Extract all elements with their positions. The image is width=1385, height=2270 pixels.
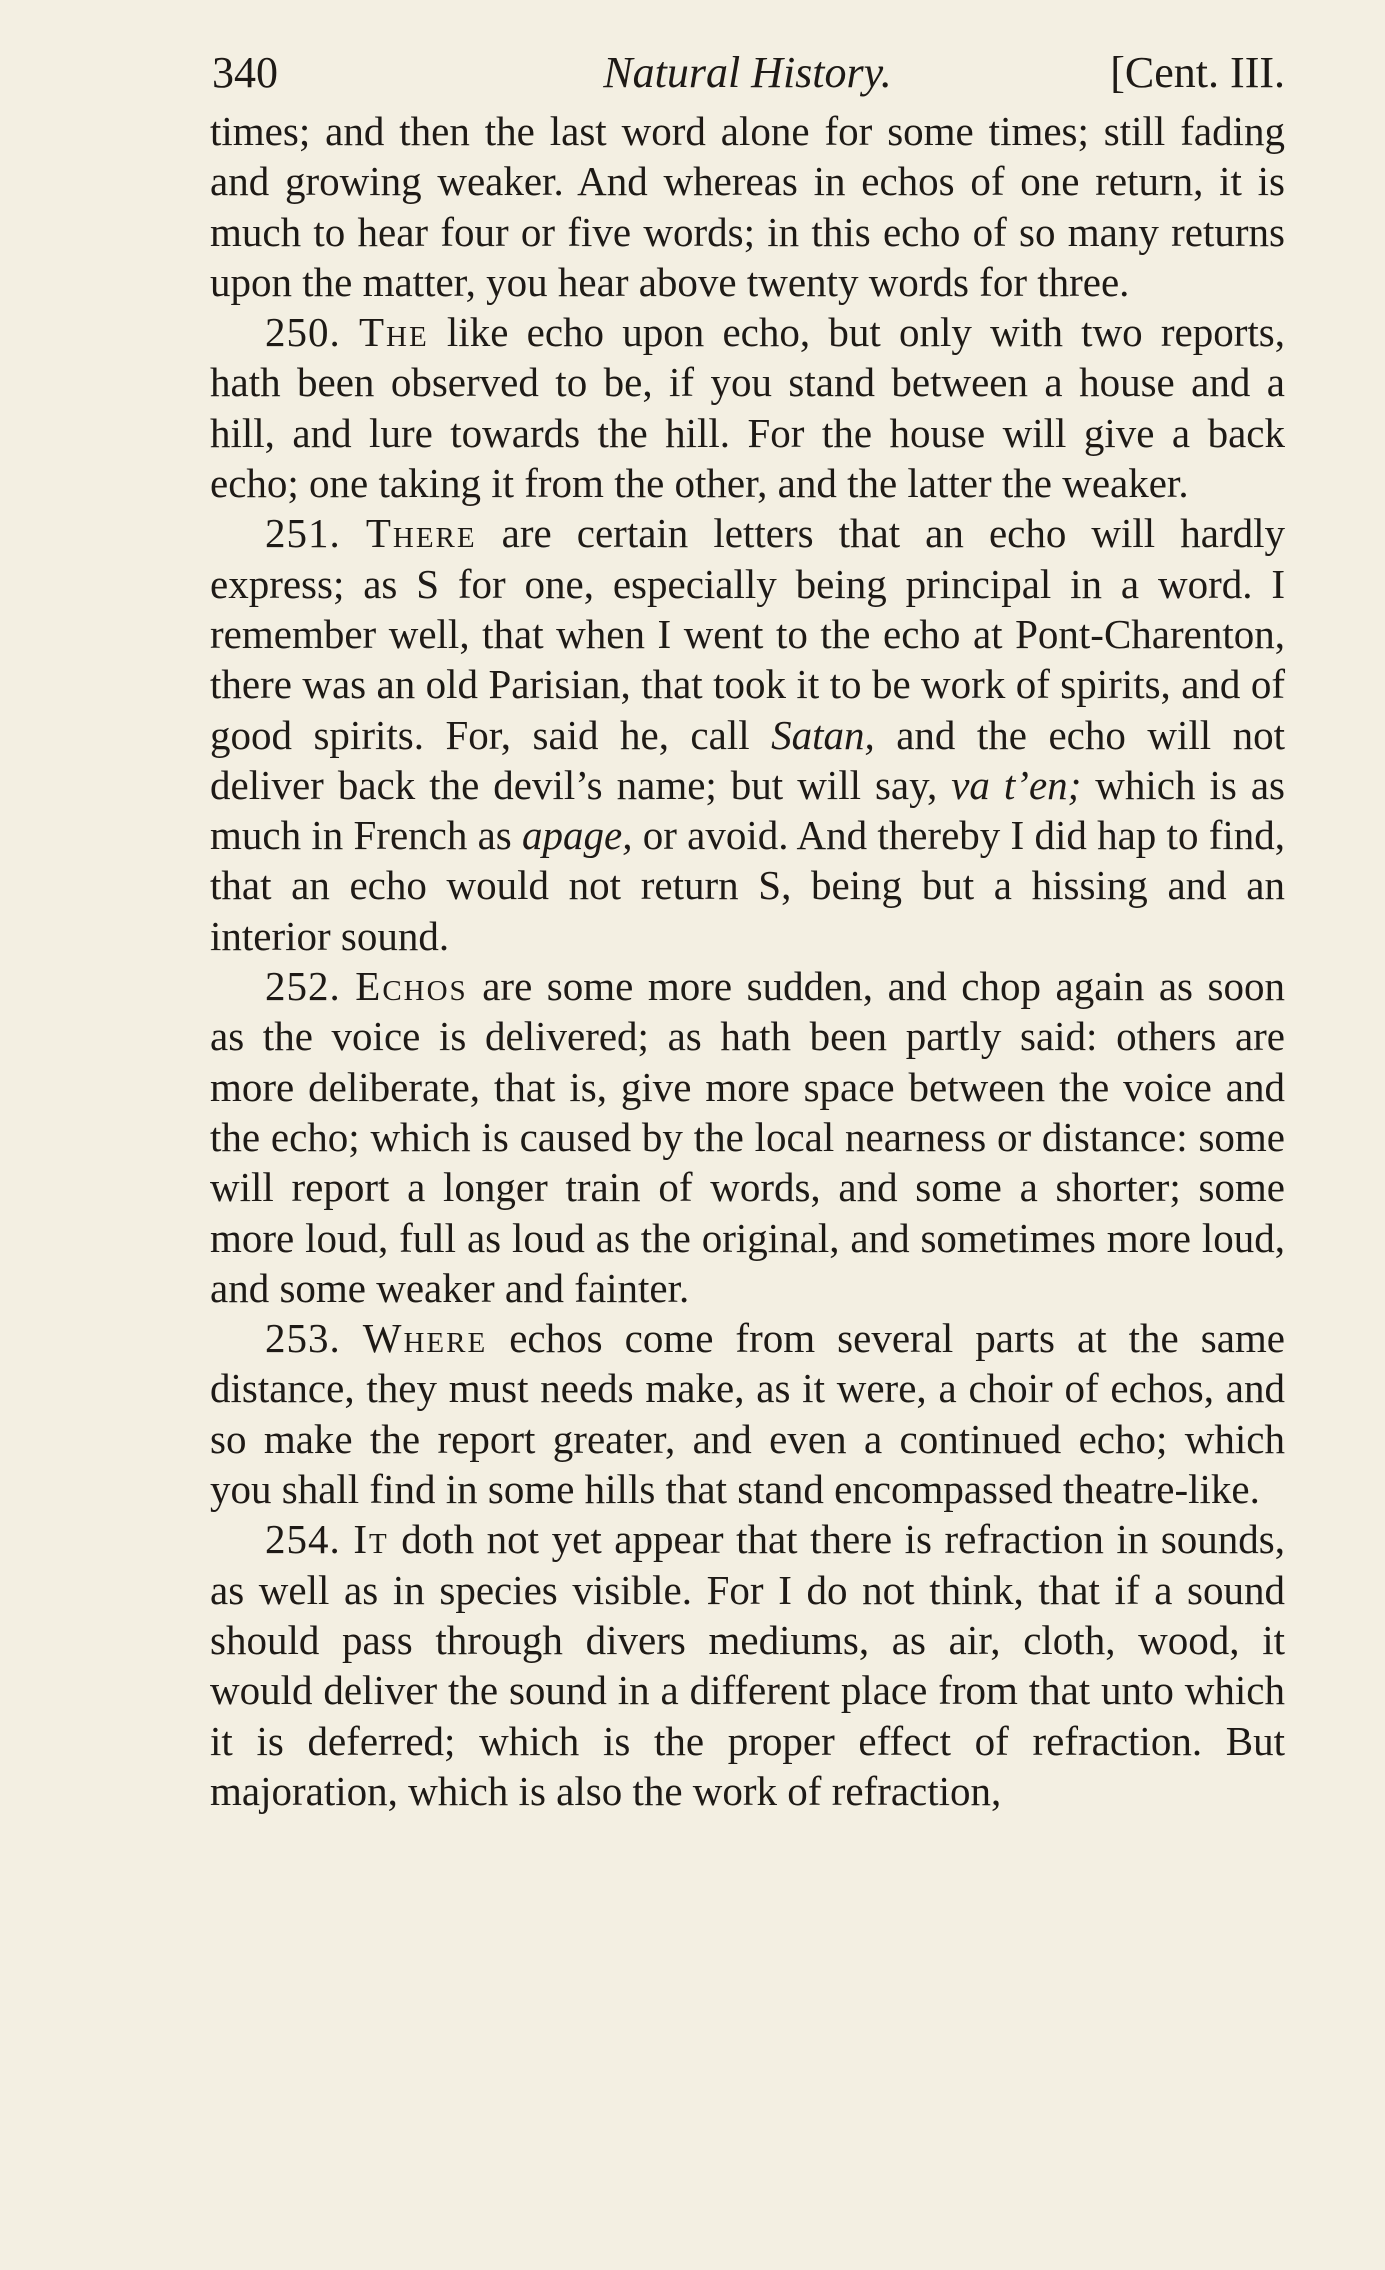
body-text <box>210 106 1285 1816</box>
paragraph-lead-word: There <box>365 510 477 557</box>
paragraph-text: like echo upon echo, but only with two reports, hath been observed to be, if you stand between a house and a hill, and lure towards the hill. For the house will give a back echo; one taking it from the other, and the latter the weaker. <box>210 309 1286 507</box>
italic-word-satan: Satan, <box>771 711 875 758</box>
paragraph-text: doth not yet appear that there is refraction in sounds, as well as in species visible. For I do not think, that if a sound should pass through divers mediums, as air, cloth, wood, it would deliver the sound in a different place from that unto which it is deferred; which is the proper effect of refraction. But majoration, which is also the work of refraction, <box>210 1516 1285 1814</box>
paragraph-lead-word: Where <box>362 1315 488 1362</box>
paragraph-250 <box>210 307 1285 508</box>
paragraph-lead-word: It <box>353 1516 389 1563</box>
paragraph-251 <box>210 508 1285 961</box>
paragraph-252 <box>210 961 1285 1313</box>
book-page <box>210 40 1285 1816</box>
paragraph-254 <box>210 1514 1285 1816</box>
paragraph-number: 251. <box>265 510 341 557</box>
italic-phrase-va-ten: va t’en; <box>951 761 1082 808</box>
paragraph-text: or avoid. And thereby I did hap to find, that an echo would not return S, being but a hissing and an interior sound. <box>210 812 1285 959</box>
paragraph-lead-word: The <box>358 309 429 356</box>
paragraph-continued <box>210 106 1285 307</box>
paragraph-text: are some more sudden, and chop again as soon as the voice is delivered; as hath been partly said: others are more deliberate, that is, give more space between the voice and the echo; which is caused by the local nearness or distance: some will report a longer train of words, and some a shorter; some more loud, full as loud as the original, and sometimes more loud, and some weaker and fainter. <box>210 963 1285 1311</box>
paragraph-number: 253. <box>265 1315 341 1362</box>
paragraph-253 <box>210 1313 1285 1514</box>
italic-word-apage: apage, <box>522 812 633 859</box>
running-title: Natural History. <box>603 48 892 97</box>
paragraph-lead-word: Echos <box>355 963 468 1010</box>
paragraph-text: which is as much in French as <box>210 761 1286 859</box>
paragraph-number: 250. <box>265 309 341 356</box>
paragraph-text: are certain letters that an echo will hardly express; as S for one, especially being principal in a word. I remember well, that when I went to the echo at Pont-Charenton, there was an old Parisian, that took it to be work of spirits, and of good spirits. For, said he, call <box>210 510 1286 758</box>
paragraph-number: 254. <box>265 1516 341 1563</box>
paragraph-text: and the echo will not deliver back the devil’s name; but will say, <box>210 711 1285 808</box>
paragraph-text: times; and then the last word alone for some times; still fading and growing weaker. And whereas in echos of one return, it is much to hear four or five words; in this echo of so many returns upon the matter, you hear above twenty words for three. <box>210 108 1285 305</box>
running-head <box>210 40 1285 106</box>
page-number: 340 <box>212 48 278 97</box>
paragraph-text: echos come from several parts at the same distance, they must needs make, as it were, a choir of echos, and so make the report greater, and even a continued echo; which you shall find in some hills that stand encompassed theatre-like. <box>210 1315 1285 1513</box>
section-label: [Cent. III. <box>1110 48 1285 97</box>
paragraph-number: 252. <box>265 963 341 1010</box>
